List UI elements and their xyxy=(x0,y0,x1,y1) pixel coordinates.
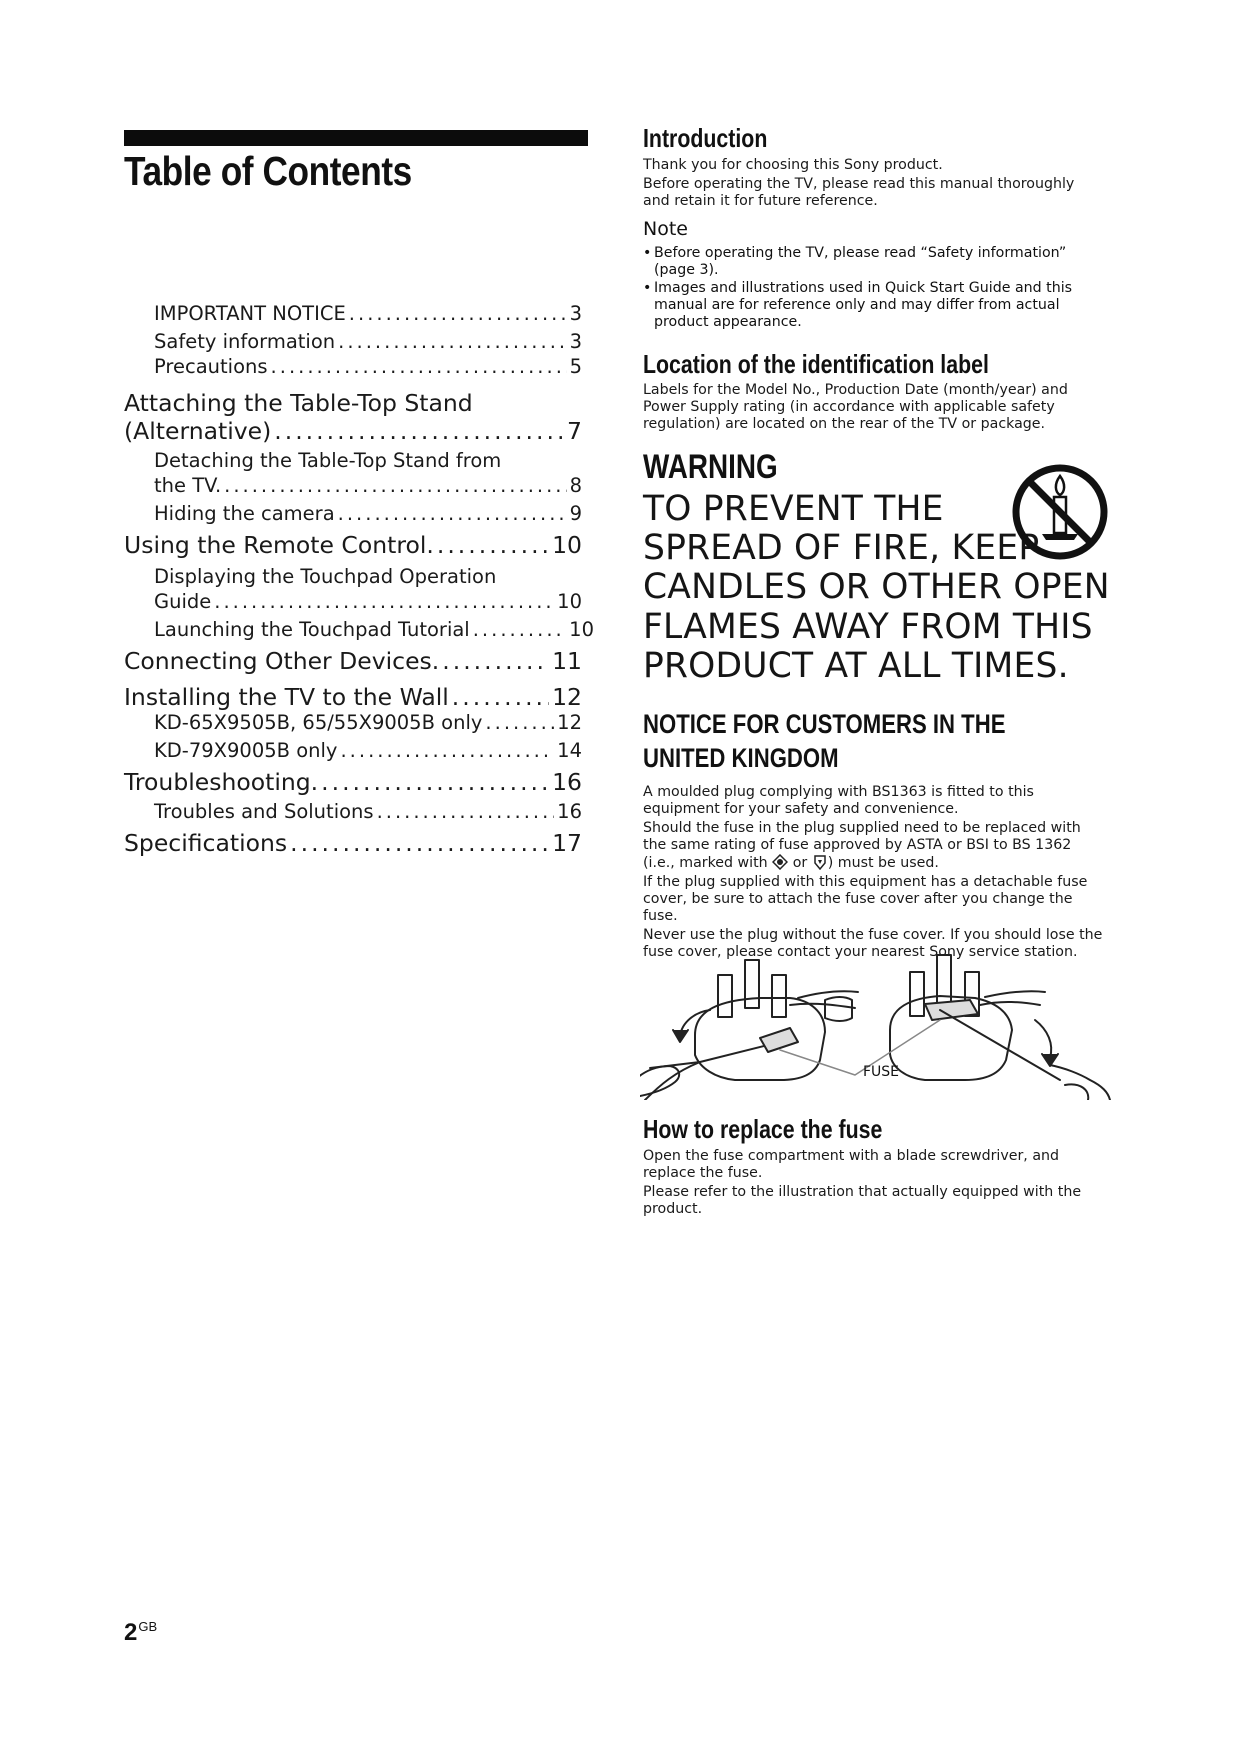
toc-leader xyxy=(452,683,549,711)
toc-leader xyxy=(473,618,566,641)
toc-entry-kd65-only[interactable] xyxy=(154,711,582,734)
toc-entry-label: Safety information xyxy=(154,330,336,353)
page-number xyxy=(124,1619,157,1647)
toc-entry-page: 17 xyxy=(552,829,582,857)
toc-entry-page: 10 xyxy=(557,590,582,613)
toc-entry-page: 3 xyxy=(569,302,582,325)
toc-entry-label: Troubles and Solutions xyxy=(154,800,374,823)
uk-notice-text: ) must be used. xyxy=(827,855,939,871)
uk-notice-body xyxy=(643,784,1103,963)
warning-line: TO PREVENT THE xyxy=(643,489,944,529)
toc-leader xyxy=(377,800,555,823)
toc-entry-detaching-line1[interactable]: Detaching the Table-Top Stand from xyxy=(154,449,502,472)
uk-notice-paragraph: If the plug supplied with this equipment has a detachable fuse cover, be sure to attach the fuse cover after you change the fuse. xyxy=(643,874,1088,924)
toc-entry-attaching-line1[interactable]: Attaching the Table-Top Stand xyxy=(124,389,473,417)
toc-title-bar xyxy=(124,130,588,146)
toc-entry-label: KD-79X9005B only xyxy=(154,739,338,762)
toc-entry-page: 12 xyxy=(557,711,582,734)
introduction-body xyxy=(643,157,1103,212)
toc-entry-label: (Alternative) xyxy=(124,417,272,445)
toc-entry-troubles-solutions[interactable] xyxy=(154,800,582,823)
toc-entry-precautions[interactable] xyxy=(154,355,582,378)
toc-leader xyxy=(485,711,554,734)
toc-leader xyxy=(437,531,549,559)
warning-line: PRODUCT AT ALL TIMES. xyxy=(643,646,1069,686)
warning-line: SPREAD OF FIRE, KEEP xyxy=(643,528,1040,568)
toc-entry-page: 5 xyxy=(569,355,582,378)
note-heading: Note xyxy=(643,218,688,240)
uk-notice-text: Should the fuse in the plug supplied need to be replaced with the same rating of fuse approved by ASTA or BSI to BS 1362 (i.e., marked with xyxy=(643,820,1081,871)
toc-entry-label: Specifications xyxy=(124,829,288,857)
toc-entry-troubleshooting[interactable] xyxy=(124,768,582,796)
toc-entry-hiding-camera[interactable] xyxy=(154,502,582,525)
toc-entry-label: Troubleshooting. xyxy=(124,768,319,796)
toc-entry-safety-information[interactable] xyxy=(154,330,582,353)
toc-entry-page: 3 xyxy=(569,330,582,353)
asta-mark-icon xyxy=(772,854,788,870)
toc-leader xyxy=(321,768,549,796)
warning-line: FLAMES AWAY FROM THIS xyxy=(643,607,1093,647)
toc-title: Table of Contents xyxy=(124,148,412,194)
toc-entry-attaching-stand[interactable] xyxy=(124,417,582,445)
location-body: Labels for the Model No., Production Date (month/year) and Power Supply rating (in accordance with applicable safety regulation) are located on the rear of the TV or package. xyxy=(643,382,1068,432)
toc-entry-specifications[interactable] xyxy=(124,829,582,857)
toc-entry-page: 12 xyxy=(552,683,582,711)
toc-leader xyxy=(290,829,549,857)
toc-entry-label: KD-65X9505B, 65/55X9005B only xyxy=(154,711,483,734)
toc-entry-page: 7 xyxy=(567,417,582,445)
toc-entry-touchpad-guide[interactable] xyxy=(154,590,582,613)
toc-entry-label: Connecting Other Devices. xyxy=(124,647,440,675)
toc-entry-installing-wall[interactable] xyxy=(124,683,582,711)
uk-notice-paragraph: A moulded plug complying with BS1363 is fitted to this equipment for your safety and convenience. xyxy=(643,784,1034,817)
note-list xyxy=(643,245,1083,332)
page-number-suffix: GB xyxy=(138,1619,158,1634)
fuse-body xyxy=(643,1148,1093,1220)
page-number-value: 2 xyxy=(124,1619,138,1646)
introduction-paragraph: Before operating the TV, please read this manual thoroughly and retain it for future reference. xyxy=(643,176,1075,209)
uk-notice-paragraph-marks xyxy=(643,820,1103,872)
toc-leader xyxy=(338,330,566,353)
toc-entry-label: Installing the TV to the Wall xyxy=(124,683,449,711)
toc-entry-page: 10 xyxy=(569,618,594,641)
uk-notice-paragraph: Never use the plug without the fuse cover. If you should lose the fuse cover, please contact your nearest Sony service station. xyxy=(643,927,1103,960)
toc-leader xyxy=(349,302,567,325)
toc-leader xyxy=(340,739,554,762)
warning-heading: WARNING xyxy=(643,448,778,486)
toc-entry-page: 16 xyxy=(552,768,582,796)
toc-entry-label: Guide xyxy=(154,590,212,613)
toc-entry-touchpad-guide-line1[interactable]: Displaying the Touchpad Operation xyxy=(154,565,497,588)
toc-entry-page: 9 xyxy=(569,502,582,525)
fuse-paragraph: Open the fuse compartment with a blade screwdriver, and replace the fuse. xyxy=(643,1148,1060,1181)
toc-entry-page: 11 xyxy=(552,647,582,675)
toc-entry-label: Using the Remote Control. xyxy=(124,531,434,559)
fuse-heading: How to replace the fuse xyxy=(643,1114,883,1144)
toc-leader xyxy=(271,355,567,378)
toc-entry-label: IMPORTANT NOTICE xyxy=(154,302,346,325)
no-candles-icon xyxy=(1010,462,1110,562)
toc-entry-touchpad-tutorial[interactable] xyxy=(154,618,594,641)
toc-entry-page: 14 xyxy=(557,739,582,762)
toc-entry-detaching-stand[interactable] xyxy=(154,474,582,497)
toc-leader xyxy=(224,474,566,497)
toc-entry-label: the TV. xyxy=(154,474,222,497)
toc-entry-connecting-devices[interactable] xyxy=(124,647,582,675)
toc-entry-label: Launching the Touchpad Tutorial xyxy=(154,618,470,641)
toc-leader xyxy=(442,647,549,675)
toc-entry-page: 10 xyxy=(552,531,582,559)
location-heading: Location of the identification label xyxy=(643,349,989,379)
introduction-heading: Introduction xyxy=(643,123,768,153)
toc-leader xyxy=(338,502,567,525)
toc-entry-label: Hiding the camera xyxy=(154,502,335,525)
fuse-label: FUSE xyxy=(863,1064,900,1080)
warning-line: CANDLES OR OTHER OPEN xyxy=(643,567,1110,607)
toc-entry-kd79-only[interactable] xyxy=(154,739,582,762)
toc-entry-important-notice[interactable] xyxy=(154,302,582,325)
toc-leader xyxy=(214,590,554,613)
toc-entry-remote-control[interactable] xyxy=(124,531,582,559)
toc-leader xyxy=(274,417,564,445)
bsi-kitemark-icon xyxy=(812,854,828,870)
introduction-paragraph: Thank you for choosing this Sony product. xyxy=(643,157,943,173)
toc-entry-page: 16 xyxy=(557,800,582,823)
toc-entry-label: Precautions xyxy=(154,355,268,378)
toc-entry-page: 8 xyxy=(569,474,582,497)
fuse-paragraph: Please refer to the illustration that actually equipped with the product. xyxy=(643,1184,1082,1217)
uk-notice-text: or xyxy=(792,855,808,871)
note-item: • Before operating the TV, please read “Safety information” (page 3). xyxy=(643,245,1083,279)
note-item: • Images and illustrations used in Quick Start Guide and this manual are for reference only and may differ from actual product appearance. xyxy=(643,280,1083,331)
uk-notice-heading: NOTICE FOR CUSTOMERS IN THE UNITED KINGDOM xyxy=(643,709,1006,773)
